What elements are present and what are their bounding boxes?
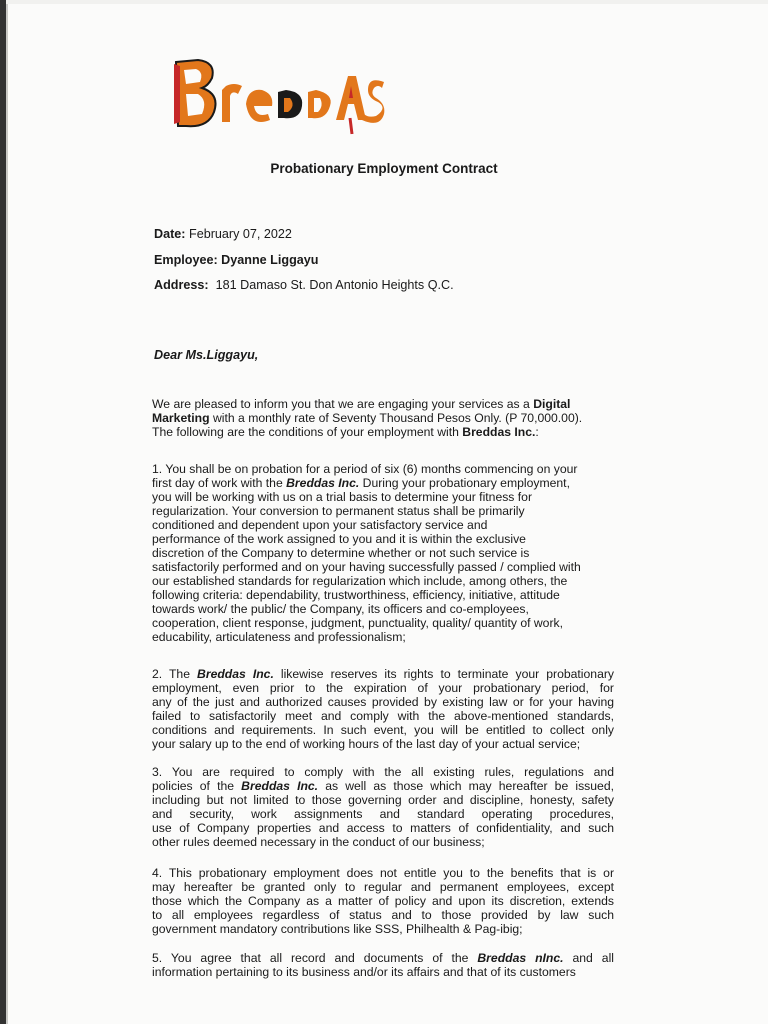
- date-field: [154, 227, 292, 241]
- intro-text: with a monthly rate of Seventy Thousand Pesos Only. (P 70,000.00).: [209, 411, 583, 425]
- clause-text: and all: [563, 951, 614, 965]
- clause-line: your salary up to the end of working hours of the last day of your actual service;: [152, 737, 581, 751]
- clause-3: [152, 765, 614, 849]
- clause-line: may hereafter be granted only to regular and permanent employees, except: [152, 880, 614, 894]
- clause-line: conditioned and dependent upon your satisfactory service and: [152, 518, 488, 532]
- intro-paragraph: [152, 397, 614, 439]
- document-title: Probationary Employment Contract: [270, 161, 498, 176]
- clause-line: 1. You shall be on probation for a period of six (6) months commencing on your: [152, 462, 578, 476]
- company-name: Breddas nInc.: [477, 951, 564, 965]
- clause-line: other rules deemed necessary in the conduct of our business;: [152, 835, 485, 849]
- clause-line: you will be working with us on a trial basis to determine your fitness for: [152, 490, 533, 504]
- clause-line: conditions and requirements. In such event, you will be entitled to collect only: [152, 723, 614, 737]
- clause-line: information pertaining to its business and/or its affairs and that of its customers: [152, 965, 576, 979]
- clause-text: 5. You agree that all record and documents of the: [152, 951, 478, 965]
- intro-line: [152, 411, 614, 425]
- address-label: Address:: [154, 278, 209, 292]
- clause-line: discretion of the Company to determine whether or not such service is: [152, 546, 530, 560]
- clause-text: likewise reserves its rights to terminate your probationary: [273, 667, 614, 681]
- clause-text: During your probationary employment,: [359, 476, 570, 490]
- clause-line: and security, work assignments and standard operating procedures,: [152, 807, 614, 821]
- clause-line: failed to satisfactorily meet and comply with the above-mentioned standards,: [152, 709, 614, 723]
- clause-line: following criteria: dependability, trustworthiness, efficiency, initiative, attitude: [152, 588, 560, 602]
- clause-line: employment, even prior to the expiration of your probationary period, for: [152, 681, 614, 695]
- clause-line: cooperation, client response, judgment, punctuality, quality/ quantity of work,: [152, 616, 563, 630]
- clause-text: first day of work with the: [152, 476, 287, 490]
- clause-line: including but not limited to those governing order and discipline, honesty, safety: [152, 793, 614, 807]
- clause-line: use of Company properties and access to matters of confidentiality, and such: [152, 821, 614, 835]
- address-value: 181 Damaso St. Don Antonio Heights Q.C.: [215, 278, 454, 292]
- date-label: Date:: [154, 227, 186, 241]
- intro-line: [152, 397, 614, 411]
- intro-text: We are pleased to inform you that we are engaging your services as a: [152, 397, 534, 411]
- job-title: Marketing: [152, 411, 210, 425]
- employee-label: Employee: Dyanne Liggayu: [154, 253, 319, 267]
- intro-text: The following are the conditions of your employment with: [152, 425, 463, 439]
- employee-field: [154, 253, 318, 267]
- date-value: February 07, 2022: [189, 227, 292, 241]
- company-name: Breddas Inc.: [286, 476, 360, 490]
- intro-text: :: [535, 425, 539, 439]
- clause-line: 3. You are required to comply with the all existing rules, regulations and: [152, 765, 614, 779]
- job-title: Digital: [533, 397, 571, 411]
- clause-text: 2. The: [152, 667, 198, 681]
- scan-page-edge: [0, 0, 6, 1024]
- intro-line: [152, 425, 614, 439]
- clause-line: satisfactorily performed and on your having successfully passed / complied with: [152, 560, 581, 574]
- clause-line: to all employees regardless of status and to those provided by law such: [152, 908, 614, 922]
- clause-1: [152, 462, 614, 644]
- clause-line: government mandatory contributions like SSS, Philhealth & Pag-ibig;: [152, 922, 523, 936]
- clause-line: performance of the work assigned to you and it is within the exclusive: [152, 532, 526, 546]
- clause-line: any of the just and authorized causes provided by existing law or for your having: [152, 695, 614, 709]
- salutation: Dear Ms.Liggayu,: [154, 348, 259, 362]
- breddas-logo: [168, 56, 388, 136]
- clause-line: 4. This probationary employment does not entitle you to the benefits that is or: [152, 866, 614, 880]
- clause-2: [152, 667, 614, 751]
- clause-line: those which the Company as a matter of policy and upon its discretion, extends: [152, 894, 614, 908]
- clause-text: as well as those which may hereafter be issued,: [318, 779, 614, 793]
- clause-text: policies of the: [152, 779, 242, 793]
- clause-line: [152, 951, 614, 965]
- clause-line: our established standards for regularization which include, among others, the: [152, 574, 568, 588]
- clause-line: [152, 476, 614, 490]
- company-name: Breddas Inc.: [241, 779, 319, 793]
- clause-line: [152, 779, 614, 793]
- address-field: [154, 278, 454, 292]
- clause-line: educability, articulateness and professionalism;: [152, 630, 406, 644]
- clause-line: towards work/ the public/ the Company, its officers and co-employees,: [152, 602, 529, 616]
- clause-5: [152, 951, 614, 979]
- clause-line: [152, 667, 614, 681]
- company-name: Breddas Inc.: [197, 667, 274, 681]
- clause-line: regularization. Your conversion to permanent status shall be primarily: [152, 504, 525, 518]
- company-name: Breddas Inc.: [462, 425, 536, 439]
- clause-4: [152, 866, 614, 936]
